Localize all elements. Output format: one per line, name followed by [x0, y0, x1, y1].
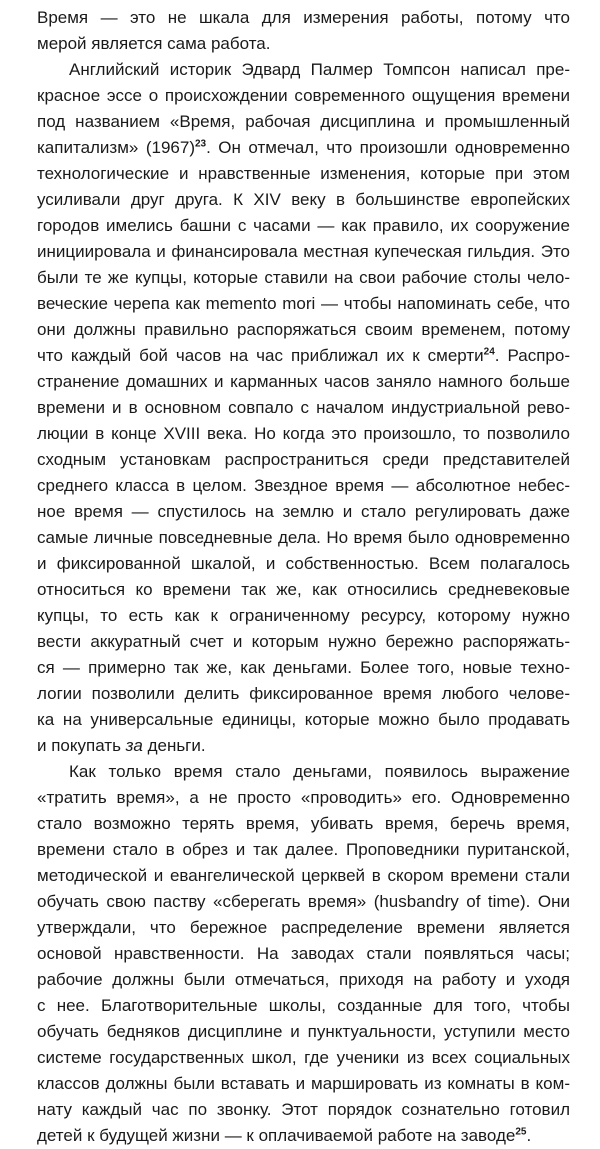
footnote-marker: 23	[194, 138, 207, 150]
text-line: что каждый бой часов на час приближал их к смерти$^{24}$. Распро-	[37, 346, 570, 365]
text-line: веческие черепа как memento mori — чтобы напоминать себе, что	[37, 294, 570, 313]
text-line: под названием «Время, рабочая дисциплина и промышленный	[37, 112, 570, 131]
text-line: Английский историк Эдвард Палмер Томпсон написал пре-	[69, 60, 570, 79]
paragraph-3	[37, 759, 570, 1149]
text-line: времени и в основном совпало с началом индустриальной рево-	[37, 398, 570, 417]
text-line: странение домашних и карманных часов заняло намного больше	[37, 372, 570, 391]
text-line: системе государственных школ, где ученики из всех социальных	[37, 1048, 570, 1067]
text-line: мерой является сама работа.	[37, 34, 271, 53]
text-line: Как только время стало деньгами, появилось выражение	[69, 762, 570, 781]
text-line: методической и евангелической церквей в скором времени стали	[37, 866, 570, 885]
text-line: основой нравственности. На заводах стали появляться часы;	[37, 944, 570, 963]
footnote-marker: 25	[515, 1126, 527, 1138]
text-line: «тратить время», а не просто «проводить» его. Одновременно	[37, 788, 570, 807]
text-line: технологические и нравственные изменения, которые при этом	[37, 164, 570, 183]
text-line: утверждали, что бережное распределение времени является	[37, 918, 570, 937]
paragraph-1	[37, 5, 570, 57]
text-line: самые личные повседневные дела. Но время было одновременно	[37, 528, 570, 547]
text-line: они должны правильно распоряжаться своим временем, потому	[37, 320, 570, 339]
text-line: городов имелись башни с часами — как правило, их сооружение	[37, 216, 570, 235]
text-line: и фиксированной шкалой, и собственностью. Всем полагалось	[37, 554, 570, 573]
italic-text: за	[125, 736, 143, 755]
text-line: стало возможно терять время, убивать время, беречь время,	[37, 814, 570, 833]
text-line: капитализм» $(1967)^{23}$. Он отмечал, что произошли одновременно	[37, 138, 570, 157]
text-line: инициировала и финансировала местная купеческая гильдия. Это	[37, 242, 570, 261]
text-line: нату каждый час по звонку. Этот порядок сознательно готовил	[37, 1100, 570, 1119]
text-line: обучать свою паству «сберегать время» (husbandry of time). Они	[37, 892, 570, 911]
text-line: люции в конце XVIII века. Но когда это произошло, то позволило	[37, 424, 570, 443]
text-line: красное эссе о происхождении современного ощущения времени	[37, 86, 570, 105]
text-line: обучать бедняков дисциплине и пунктуальности, уступили место	[37, 1022, 570, 1041]
text-line: и покупать за деньги.	[37, 736, 206, 755]
text-line: усиливали друг друга. К XIV веку в большинстве европейских	[37, 190, 570, 209]
text-line: детей к будущей жизни — к оплачиваемой работе на заводе$^{25}$.	[37, 1126, 532, 1145]
text-line: купцы, то есть как к ограниченному ресурсу, которому нужно	[37, 606, 570, 625]
text-line: Время — это не шкала для измерения работы, потому что	[37, 8, 570, 27]
text-line: времени стало в обрез и так далее. Проповедники пуританской,	[37, 840, 570, 859]
text-line: ся — примерно так же, как деньгами. Более того, новые техно-	[37, 658, 570, 677]
text-line: вести аккуратный счет и которым нужно бережно распоряжать-	[37, 632, 570, 651]
text-line: логии позволили делить фиксированное время любого челове-	[37, 684, 570, 703]
text-line: среднего класса в целом. Звездное время — абсолютное небес-	[37, 476, 570, 495]
text-line: рабочие должны были отмечаться, приходя на работу и уходя	[37, 970, 570, 989]
text-line: ка на универсальные единицы, которые можно было продавать	[37, 710, 570, 729]
text-line: ное время — спустилось на землю и стало регулировать даже	[37, 502, 570, 521]
text-line: с нее. Благотворительные школы, созданные для того, чтобы	[37, 996, 570, 1015]
text-line: классов должны были вставать и маршировать из комнаты в ком-	[37, 1074, 570, 1093]
text-line: относиться ко времени так же, как относились средневековые	[37, 580, 570, 599]
footnote-marker: 24	[483, 346, 495, 358]
text-line: были те же купцы, которые ставили на свои рабочие столы чело-	[37, 268, 570, 287]
text-line: сходным установкам распространиться среди представителей	[37, 450, 570, 469]
paragraph-2	[37, 57, 570, 759]
